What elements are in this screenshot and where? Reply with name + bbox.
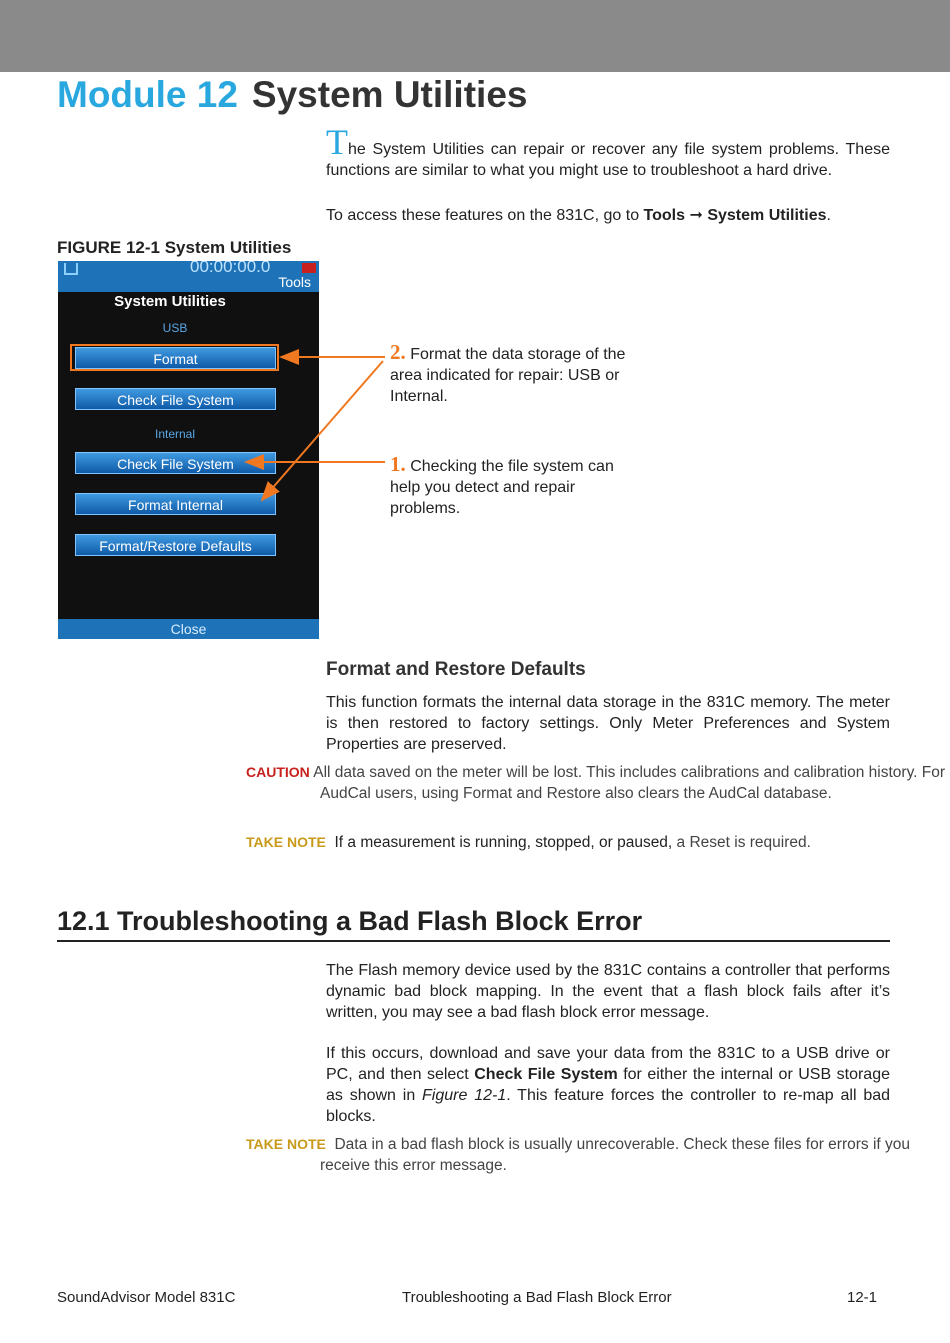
footer-product: SoundAdvisor Model 831C (57, 1289, 236, 1306)
figure-label: FIGURE 12-1 System Utilities (57, 238, 292, 257)
take-note-flash-tag: TAKE NOTE (246, 1136, 326, 1152)
take-note-tag: TAKE NOTE (246, 834, 326, 850)
intro-text: he System Utilities can repair or recover any file system problems. These functions are similar to what you might use to troubleshoot a hard drive. (326, 141, 890, 179)
format-restore-paragraph: This function formats the internal data storage in the 831C memory. The meter is then restored to factory settings. Only Meter Preferences and System Properties are preserved. (326, 694, 890, 753)
screen-tools-label: Tools (278, 274, 311, 290)
access-prefix: To access these features on the 831C, go to (326, 207, 644, 224)
take-note-flash (246, 1134, 950, 1176)
caution-block (246, 762, 950, 804)
check-file-system-usb-button[interactable]: Check File System (75, 388, 276, 410)
para2-figure-ref: Figure 12-1 (422, 1087, 507, 1104)
para2-a: If this occurs, download and save your data from the 831C to a USB drive or PC, and then select (326, 1045, 890, 1083)
internal-section-label: Internal (154, 427, 196, 441)
footer-section: Troubleshooting a Bad Flash Block Error (402, 1289, 672, 1306)
para2-c: . This feature forces the controller to re-map all bad blocks. (326, 1087, 891, 1125)
take-note-reset (246, 832, 890, 853)
close-button[interactable]: Close (58, 619, 319, 639)
para2-b: for either the internal or USB storage as shown in (326, 1066, 890, 1104)
take-note-flash-text: Data in a bad flash block is usually unrecoverable. Check these files for errors if you receive this error message. (320, 1136, 910, 1174)
take-note-text-2: a Reset is required. (676, 834, 811, 851)
flash-paragraph-1: The Flash memory device used by the 831C contains a controller that performs dynamic bad block mapping. In the event that a flash block fails after it’s written, you may see a bad flash block error message. (326, 962, 890, 1021)
drop-cap: T (326, 122, 348, 162)
flash-paragraph-2 (326, 1043, 890, 1127)
screen-timer: 00:00:00.0 (190, 261, 271, 276)
check-file-system-internal-button[interactable]: Check File System (75, 452, 276, 474)
arrow-to-format-internal (262, 361, 383, 500)
module-title: System Utilities (251, 74, 528, 115)
format-internal-button[interactable]: Format Internal (75, 493, 276, 515)
menu-path-tools: Tools (643, 207, 686, 224)
menu-path-system-utilities: System Utilities (707, 207, 827, 224)
menu-arrow: ➞ (689, 207, 703, 224)
format-button[interactable]: Format (75, 347, 276, 369)
callout-2-number: 2. (390, 340, 406, 364)
screen-title: System Utilities (114, 293, 226, 310)
access-suffix: . (826, 207, 831, 224)
footer-page-number: 12-1 (847, 1289, 878, 1306)
callout-1 (390, 454, 640, 519)
caution-tag: CAUTION (246, 764, 310, 780)
callout-2-text: Format the data storage of the area indicated for repair: USB or Internal. (390, 346, 626, 405)
module-number: Module 12 (57, 74, 238, 115)
callout-1-text: Checking the file system can help you detect and repair problems. (390, 458, 614, 517)
caution-text: All data saved on the meter will be lost. This includes calibrations and calibration history. For AudCal users, using Format and Restore also clears the AudCal database. (313, 764, 946, 802)
format-restore-defaults-button[interactable]: Format/Restore Defaults (75, 534, 276, 556)
format-restore-heading: Format and Restore Defaults (326, 659, 586, 680)
usb-section-label: USB (162, 321, 188, 335)
take-note-text-1: If a measurement is running, stopped, or paused, (334, 834, 677, 851)
para2-bold: Check File System (474, 1066, 618, 1083)
callout-2 (390, 342, 640, 407)
section-12-1-heading: 12.1 Troubleshooting a Bad Flash Block Error (57, 906, 890, 942)
callout-1-number: 1. (390, 452, 406, 476)
